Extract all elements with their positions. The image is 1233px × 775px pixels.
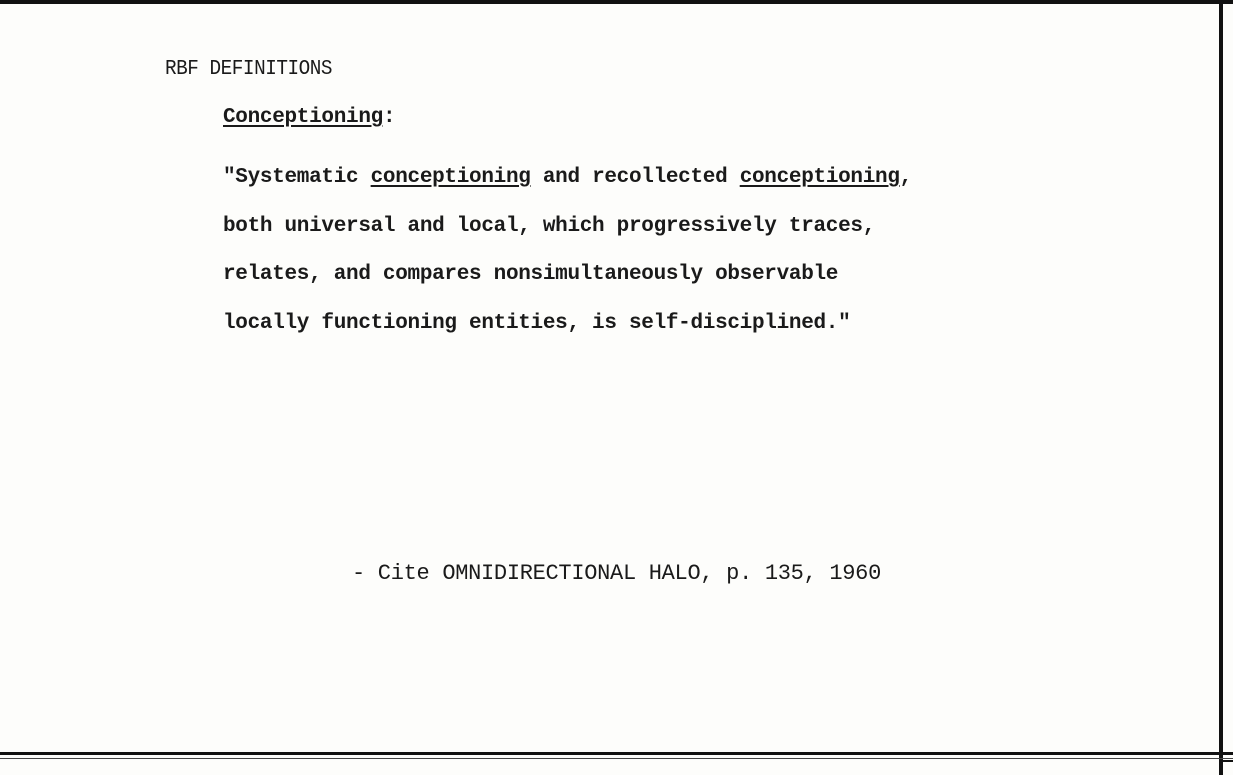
bottom-border-line-thin	[0, 758, 1233, 759]
right-border-line	[1219, 0, 1223, 775]
quote-line-4: locally functioning entities, is self-disciplined."	[223, 311, 851, 335]
bottom-border-line	[0, 752, 1233, 755]
definition-quote	[223, 154, 912, 348]
page-heading: RBF DEFINITIONS	[165, 58, 333, 81]
definition-term	[223, 106, 395, 129]
term-word: Conceptioning	[223, 106, 383, 129]
quote-line-3: relates, and compares nonsimultaneously observable	[223, 263, 839, 286]
quote-underlined-term: conceptioning	[739, 166, 900, 189]
quote-text: "Systematic	[223, 166, 371, 189]
term-colon: :	[382, 106, 396, 129]
quote-text: and recollected	[530, 166, 740, 189]
right-border-tick	[1219, 760, 1233, 762]
quote-text: ,	[899, 166, 912, 189]
quote-line-2: both universal and local, which progressively traces,	[223, 214, 876, 238]
citation: - Cite OMNIDIRECTIONAL HALO, p. 135, 1960	[352, 561, 881, 586]
top-border-line	[0, 0, 1233, 4]
quote-underlined-term: conceptioning	[370, 166, 531, 189]
quote-line-1	[223, 154, 912, 203]
